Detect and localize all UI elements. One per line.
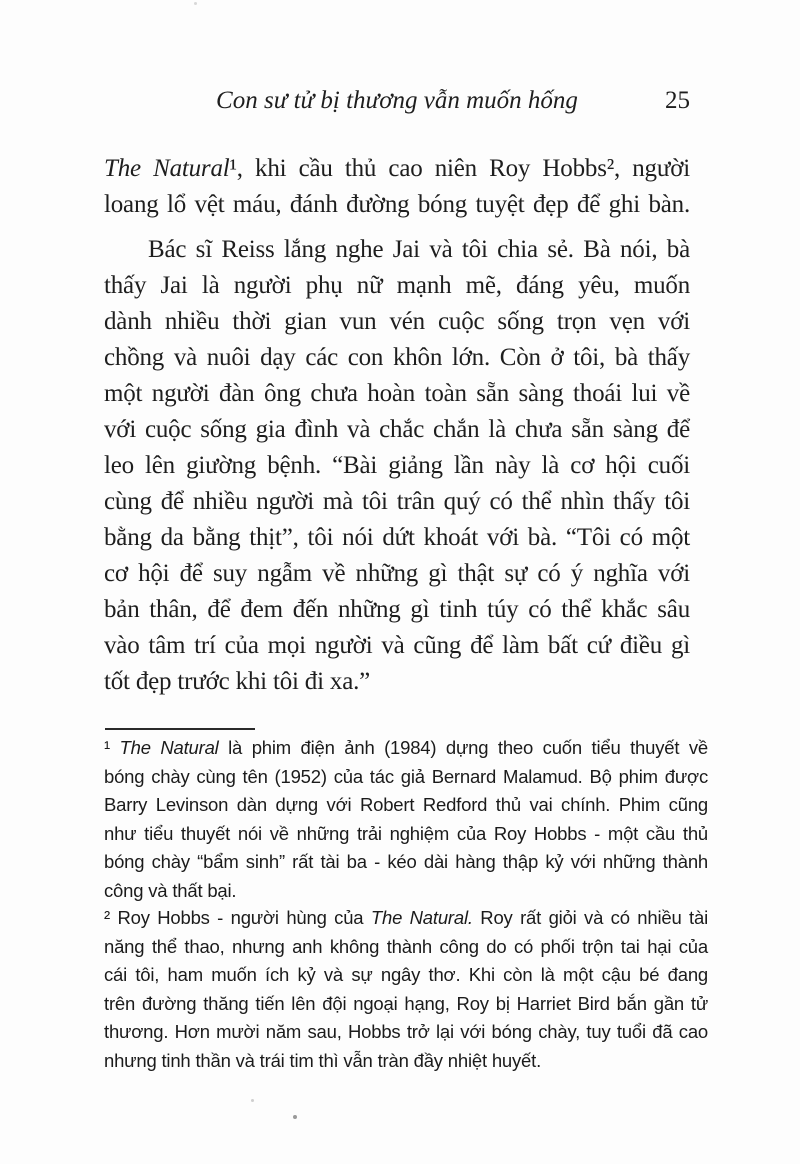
footnote-marker: ² Roy Hobbs - người hùng của [104, 907, 371, 928]
footnote-line: như tiểu thuyết nói về những trải nghiệm của Roy Hobbs - một cầu thủ [104, 822, 708, 844]
footnote-line: công và thất bại. [104, 879, 237, 901]
body-line: bằng da bằng thịt”, tôi nói dứt khoát với bà. “Tôi có một [104, 524, 690, 551]
footnote-line [104, 734, 708, 763]
body-line: chồng và nuôi dạy các con khôn lớn. Còn ở tôi, bà thấy [104, 344, 690, 371]
footnote-2 [104, 904, 708, 1075]
italic-book-title: The Natural. [370, 907, 473, 928]
footnote-line: thương. Hơn mười năm sau, Hobbs trở lại với bóng chày, tuy tuổi đã cao [104, 1021, 708, 1042]
paragraph-2 [104, 232, 690, 700]
scan-speck [251, 1099, 254, 1102]
body-line: loang lổ vệt máu, đánh đường bóng tuyệt đẹp để ghi bàn. [104, 191, 690, 218]
body-line: tốt đẹp trước khi tôi đi xa.” [104, 668, 371, 695]
body-line: vào tâm trí của mọi người và cũng để làm bất cứ điều gì [104, 632, 690, 659]
footnote-line: nhưng tinh thần và trái tim thì vẫn tràn đầy nhiệt huyết. [104, 1049, 542, 1071]
footnote-line-text: Roy rất giỏi và có nhiều tài [472, 907, 708, 928]
page-header [104, 84, 690, 120]
footnote-marker: ¹ [104, 737, 120, 758]
scan-speck [293, 1115, 297, 1119]
scan-speck [194, 2, 197, 5]
body-line [104, 151, 690, 187]
body-line: leo lên giường bệnh. “Bài giảng lần này là cơ hội cuối [104, 452, 690, 479]
body-line-text: ¹, khi cầu thủ cao niên Roy Hobbs², người [229, 155, 690, 182]
footnote-line: cái tôi, ham muốn ích kỷ và sự ngây thơ. Khi còn là một cậu bé đang [104, 964, 708, 985]
italic-book-title: The Natural [119, 737, 219, 758]
footnote-line: Barry Levinson dàn dựng với Robert Redford thủ vai chính. Phim cũng [104, 794, 708, 815]
body-line: một người đàn ông chưa hoàn toàn sẵn sàng thoái lui về [104, 380, 690, 407]
body-line: với cuộc sống gia đình và chắc chắn là chưa sẵn sàng để [104, 416, 690, 443]
footnote-line: bóng chày “bẩm sinh” rất tài ba - kéo dài hàng thập kỷ với những thành [104, 851, 708, 872]
running-title: Con sư tử bị thương vẫn muốn hống [216, 87, 578, 114]
paragraph-1 [104, 151, 690, 223]
footnote-1 [104, 734, 708, 905]
body-line: cùng để nhiều người mà tôi trân quý có thể nhìn thấy tôi [104, 488, 690, 515]
body-line: bản thân, để đem đến những gì tinh túy có thể khắc sâu [104, 596, 690, 623]
italic-book-title: The Natural [104, 155, 230, 182]
body-line: thấy Jai là người phụ nữ mạnh mẽ, đáng yêu, muốn [104, 272, 690, 299]
footnote-line [104, 904, 708, 933]
page-number: 25 [665, 87, 690, 114]
body-line: dành nhiều thời gian vun vén cuộc sống trọn vẹn với [104, 308, 690, 335]
body-line: cơ hội để suy ngẫm về những gì thật sự có ý nghĩa với [104, 560, 690, 587]
body-line: Bác sĩ Reiss lắng nghe Jai và tôi chia sẻ. Bà nói, bà [148, 236, 690, 263]
footnote-line: năng thể thao, nhưng anh không thành công do có phối trộn tai hại của [104, 935, 708, 957]
footnote-separator [105, 728, 255, 730]
footnote-line: bóng chày cùng tên (1952) của tác giả Bernard Malamud. Bộ phim được [104, 765, 708, 787]
footnote-line-text: là phim điện ảnh (1984) dựng theo cuốn tiểu thuyết về [218, 737, 708, 758]
footnote-line: trên đường thăng tiến lên đội ngoại hạng, Roy bị Harriet Bird bắn gần tử [104, 992, 708, 1014]
